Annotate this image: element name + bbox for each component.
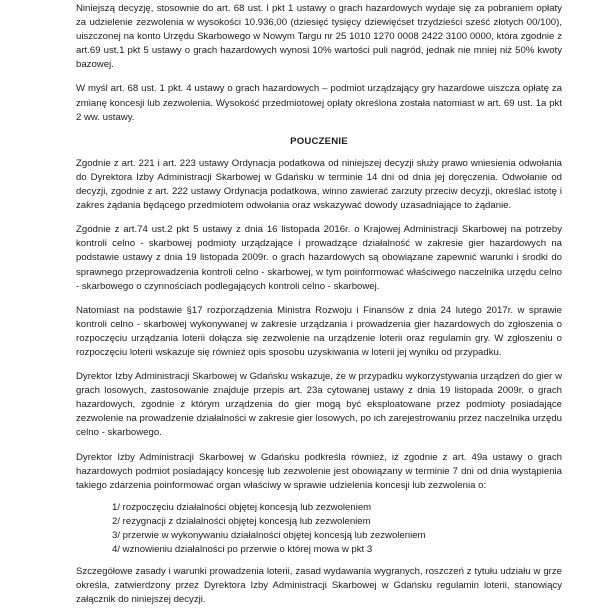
- paragraph-notification-duty: Dyrektor Izby Administracji Skarbowej w Gdańsku podkreśla również, iż zgodnie z art. 49a ustawy o grach hazardowych podmiot posiadający koncesję lub zezwolenie jest obowiązany w terminie 7 dni od dnia wystąpienia takiego zdarzenia poinformować organ właściwy w sprawie udzielenia koncesji lub zezwolenia o:: [76, 451, 562, 491]
- paragraph-regulation-17: Natomiast na podstawie §17 rozporządzenia Ministra Rozwoju i Finansów z dnia 24 lutego 2017r. w sprawie kontroli celno - skarbowej wykonywanej w zakresie urządzania i prowadzenia gier hazardowych do zgłoszenia o rozpoczęciu urządzania loterii dołącza się zezwolenie na urządzenie loterii oraz regulamin gry. W zgłoszeniu o rozpoczęciu loterii wskazuje się również opis sposobu uzyskiwania w loterii jej wyniku od przypadku.: [76, 304, 562, 358]
- list-item: 3/ przerwie w wykonywaniu działalności objętej koncesją lub zezwoleniem: [112, 530, 426, 541]
- list-item: 2/ rezygnacji z działalności objętej koncesją lub zezwoleniem: [112, 515, 371, 527]
- paragraph-fee-issuance: Niniejszą decyzję, stosownie do art. 68 ust. l pkt 1 ustawy o grach hazardowych wydaje się za pobraniem opłaty za udzielenie zezwolenia w wysokości 10.936,00 (dziesięć tysięcy dziewięćset trzydzieści sześć złotych 00/100), uiszczonej na konto Urzędu Skarbowego w Nowym Targu nr 25 1010 1270 0008 2422 3100 0000, która zgodnie z art.69 ust.1 pkt 5 ustawy o grach hazardowych wynosi 10% wartości puli nagród, jednak nie mniej niż 50% kwoty bazowej.: [76, 3, 562, 71]
- paragraph-lottery-rules: Szczegółowe zasady i warunki prowadzenia loterii, zasad wydawania wygranych, roszczeń z tytułu udziału w grze określa, zatwierdzony przez Dyrektora Izby Administracji Skarbowej w Gdańsku regulamin loterii, stanowiący załącznik do niniejszej decyzji.: [76, 566, 562, 606]
- paragraph-appeal: Zgodnie z art. 221 i art. 223 ustawy Ordynacja podatkowa od niniejszej decyzji służy prawo wniesienia odwołania do Dyrektora Izby Administracji Skarbowej w Gdańsku w terminie 14 dni od dnia jej doręczenia. Odwołanie od decyzji, zgodnie z art. 222 ustawy Ordynacja podatkowa, winno zawierać zarzuty przeciw decyzji, określać istotę i zakres żądania będącego przedmiotem odwołania oraz wskazywać dowody uzasadniające to żądanie.: [76, 157, 562, 212]
- paragraph-customs-control: Zgodnie z art.74 ust.2 pkt 5 ustawy z dnia 16 listopada 2016r. o Krajowej Administracji Skarbowej na potrzeby kontroli celno - skarbowej podmioty urządzające i prowadzące działalność w zakresie gier hazardowych na podstawie ustawy z dnia 19 listopada 2009r. o grach hazardowych są obowiązane zapewnić warunki i środki do sprawnego przeprowadzenia kontroli celno - skarbowej, w tym poinformować właściwego naczelnika urzędu celno - skarbowego o czynnościach podlegających kontroli celno - skarbowej.: [76, 224, 562, 292]
- paragraph-game-devices: Dyrektor Izby Administracji Skarbowej w Gdańsku wskazuje, że w przypadku wykorzystywania urządzeń do gier w grach losowych, zastosowanie znajduje przepis art. 23a cytowanej ustawy z dnia 19 listopada 2009r. o grach hazardowych, zgodnie z którym urządzenia do gier mogą być eksploatowane przez podmioty posiadające zezwolenie na prowadzenie działalności w zakresie gier losowych, po ich zarejestrowaniu przez naczelnika urzędu celno - skarbowego.: [76, 371, 562, 439]
- list-item: 4/ wznowieniu działalności po przerwie o której mowa w pkt 3: [112, 544, 373, 556]
- list-item: 1/ rozpoczęciu działalności objętej koncesją lub zezwoleniem: [112, 501, 372, 513]
- section-heading-pouczenie: POUCZENIE: [290, 135, 348, 147]
- document-page: [76, 2, 562, 607]
- paragraph-fee-change: W myśl art. 68 ust. 1 pkt. 4 ustawy o grach hazardowych – podmiot urządzający gry hazardowe uiszcza opłatę za zmianę koncesji lub zezwolenia. Wysokość przedmiotowej opłaty określona została natomiast w art. 69 ust. 1a pkt 2 ww. ustawy.: [76, 83, 562, 123]
- notification-list: [76, 501, 562, 557]
